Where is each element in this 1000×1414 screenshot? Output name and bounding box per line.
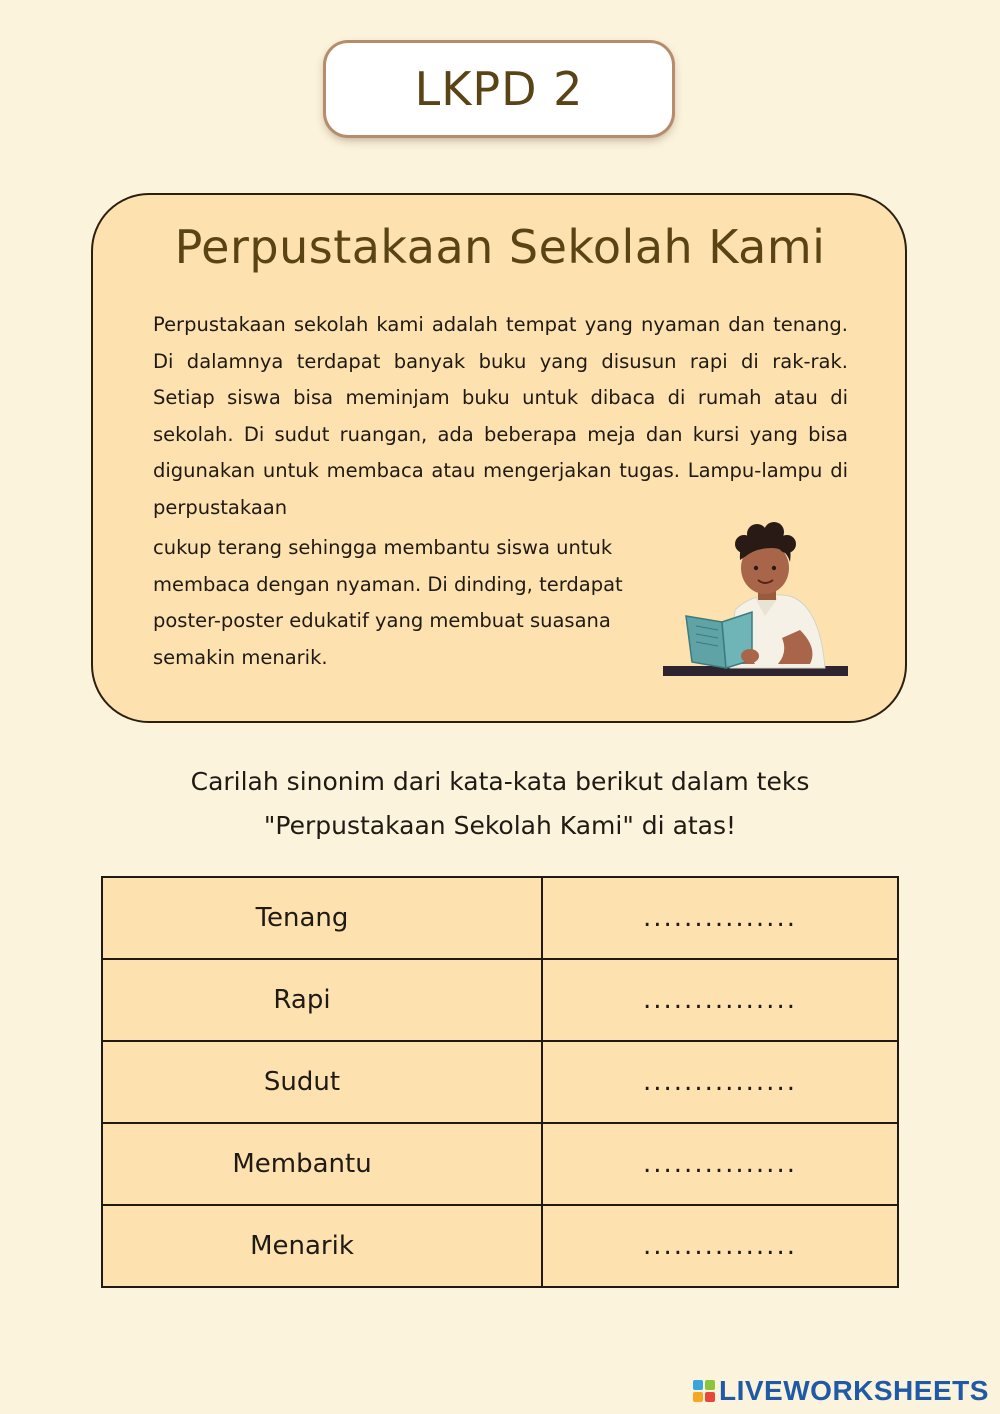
- title-box: [326, 43, 672, 135]
- table-row: [102, 877, 898, 959]
- liveworksheets-brand[interactable]: [693, 1374, 989, 1408]
- answer-blank[interactable]: ...............: [542, 959, 898, 1041]
- instruction-line-1: Carilah sinonim dari kata-kata berikut dalam teks: [190, 767, 810, 796]
- answer-blank[interactable]: ...............: [542, 1123, 898, 1205]
- table-row: [102, 1205, 898, 1287]
- word-cell: Tenang: [102, 877, 542, 959]
- table-row: [102, 1041, 898, 1123]
- synonym-table: [101, 876, 899, 1288]
- answer-blank[interactable]: ...............: [542, 1041, 898, 1123]
- answer-blank[interactable]: ...............: [542, 1205, 898, 1287]
- instruction: [0, 760, 1000, 848]
- liveworksheets-logo-icon: [693, 1380, 715, 1402]
- word-cell: Rapi: [102, 959, 542, 1041]
- brand-name: LIVEWORKSHEETS: [719, 1375, 989, 1406]
- story-paragraph-top: Perpustakaan sekolah kami adalah tempat yang nyaman dan tenang. Di dalamnya terdapat banyak buku yang disusun rapi di rak-rak. Setiap siswa bisa meminjam buku untuk dibaca di rumah atau di sekolah. Di sudut ruangan, ada beberapa meja dan kursi yang bisa digunakan untuk membaca atau mengerjakan tugas. Lampu-lampu di perpustakaan: [153, 313, 848, 519]
- word-cell: Sudut: [102, 1041, 542, 1123]
- answer-blank[interactable]: ...............: [542, 877, 898, 959]
- word-cell: Menarik: [102, 1205, 542, 1287]
- story-paragraph-bottom: cukup terang sehingga membantu siswa untuk membaca dengan nyaman. Di dinding, terdapat poster-poster edukatif yang membuat suasana semakin menarik.: [153, 536, 623, 669]
- table-row: [102, 959, 898, 1041]
- word-cell: Membantu: [102, 1123, 542, 1205]
- table-row: [102, 1123, 898, 1205]
- page-title: LKPD 2: [414, 62, 584, 116]
- boy-reading-book-icon: [660, 518, 850, 680]
- story-title: Perpustakaan Sekolah Kami: [174, 220, 826, 274]
- instruction-line-2: "Perpustakaan Sekolah Kami" di atas!: [263, 811, 737, 840]
